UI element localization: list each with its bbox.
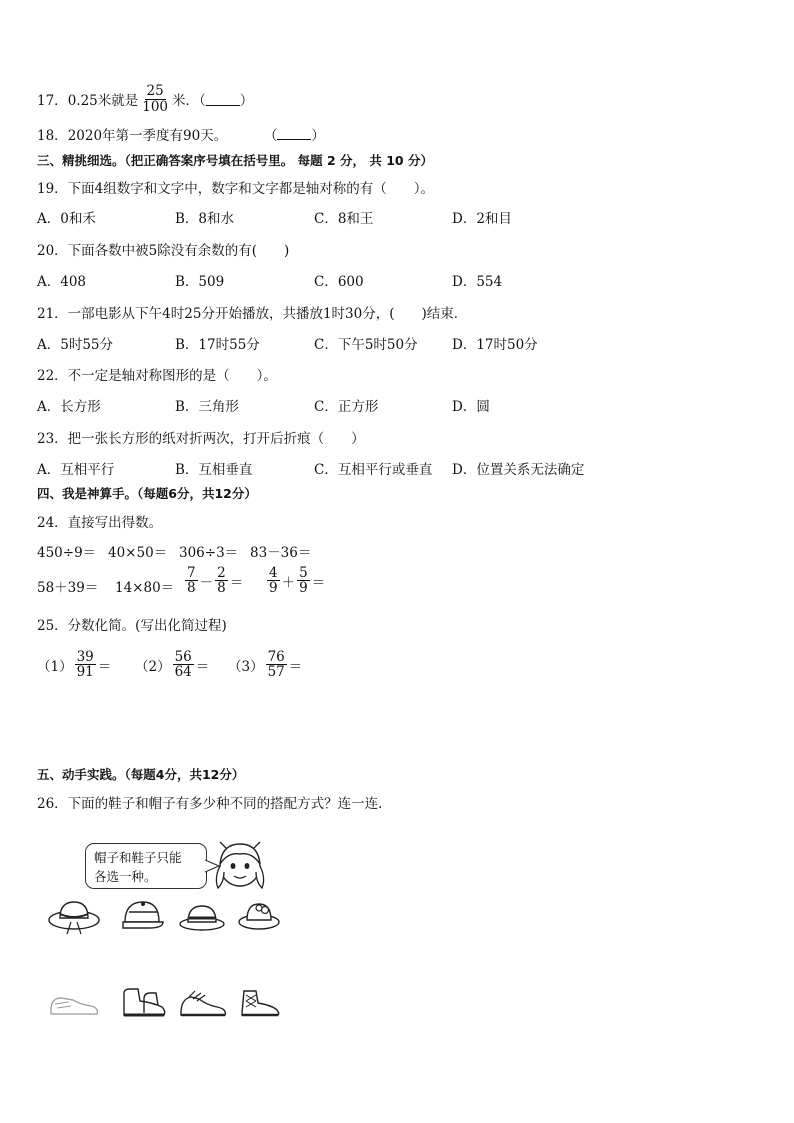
bubble-line-2: 各选一种。	[94, 869, 157, 884]
q24-f2-op: ＋	[281, 574, 296, 591]
q24-f2-eq: ＝	[311, 574, 326, 591]
question-19: 19．下面4组数字和文字中，数字和文字都是轴对称的有（ ）。	[37, 181, 435, 197]
section-5-heading: 五、动手实践。（每题4分，共12分）	[37, 767, 245, 782]
girl-icon	[212, 838, 268, 896]
q25-item-1-num: 39	[76, 649, 94, 665]
q22-option-d[interactable]: D．圆	[452, 399, 490, 415]
q17-frac-num: 25	[146, 83, 164, 100]
shoe-3-icon[interactable]	[177, 987, 229, 1021]
q24-f1-op: －	[199, 574, 214, 591]
q25-item-1-den: 91	[76, 664, 94, 681]
q25-item-1-eq: ＝	[97, 658, 112, 675]
q21-option-b[interactable]: B．17时55分	[175, 337, 260, 353]
shoe-2-icon[interactable]	[118, 985, 170, 1021]
q25-item-2-label: （2）	[135, 658, 171, 675]
q25-item-3-fraction	[266, 650, 287, 679]
q24-f1-eq: ＝	[229, 574, 244, 591]
hat-4-icon[interactable]	[237, 898, 281, 934]
question-20: 20．下面各数中被5除没有余数的有( )	[37, 243, 290, 259]
q18-number: 18．	[37, 128, 68, 144]
q17-frac-den: 100	[142, 98, 169, 115]
q25-item-2-den: 64	[174, 664, 192, 681]
hat-3-icon[interactable]	[178, 902, 226, 932]
question-23: 23．把一张长方形的纸对折两次，打开后折痕（ ）	[37, 431, 365, 447]
q18-paren-open: （	[263, 128, 278, 144]
q25-item-3-den: 57	[267, 664, 285, 681]
q24-calc-3: 306÷3＝	[179, 545, 239, 561]
q25-item-1-label: （1）	[37, 658, 73, 675]
q19-option-a[interactable]: A．0和禾	[37, 211, 96, 227]
hat-1-icon[interactable]	[47, 896, 101, 936]
q17-answer-blank[interactable]	[206, 93, 240, 106]
q25-item-3-num: 76	[267, 649, 285, 665]
q24-f1-b	[215, 566, 228, 595]
q24-f1-b-den: 8	[217, 580, 226, 597]
q17-number: 17．	[37, 93, 68, 109]
q21-option-a[interactable]: A．5时55分	[37, 337, 114, 353]
q25-item-2-eq: ＝	[195, 658, 210, 675]
q17-fraction	[140, 84, 170, 113]
q19-option-b[interactable]: B．8和水	[175, 211, 235, 227]
q24-f2-b-num: 5	[299, 565, 308, 581]
shoe-4-icon[interactable]	[236, 985, 282, 1021]
q18-text: 2020年第一季度有90天。	[67, 128, 228, 144]
q22-option-c[interactable]: C．正方形	[314, 399, 379, 415]
q20-option-a[interactable]: A．408	[37, 274, 87, 290]
question-17	[37, 84, 253, 114]
q24-f1-a-den: 8	[187, 580, 196, 597]
q23-option-b[interactable]: B．互相垂直	[175, 462, 253, 478]
bubble-line-1: 帽子和鞋子只能	[94, 850, 182, 865]
q20-option-c[interactable]: C．600	[314, 274, 364, 290]
q24-f2-a-num: 4	[269, 565, 278, 581]
q24-calc-6: 14×80＝	[115, 580, 175, 596]
q25-item-2-num: 56	[174, 649, 192, 665]
question-24: 24．直接写出得数。	[37, 515, 163, 531]
q25-item-1-fraction	[75, 650, 96, 679]
q24-calc-2: 40×50＝	[108, 545, 168, 561]
q24-calc-4: 83－36＝	[250, 545, 312, 561]
hat-2-icon[interactable]	[119, 898, 165, 934]
q24-calc-5: 58＋39＝	[37, 580, 99, 596]
q24-f1-b-num: 2	[217, 565, 226, 581]
q19-option-c[interactable]: C．8和王	[314, 211, 374, 227]
q25-item-2-fraction	[173, 650, 194, 679]
question-26: 26．下面的鞋子和帽子有多少种不同的搭配方式？连一连．	[37, 796, 392, 812]
q24-calc-1: 450÷9＝	[37, 545, 97, 561]
question-22: 22．不一定是轴对称图形的是（ ）。	[37, 368, 277, 384]
q22-option-a[interactable]: A．长方形	[37, 399, 101, 415]
q25-item-2	[135, 650, 209, 679]
q23-option-d[interactable]: D．位置关系无法确定	[452, 462, 585, 478]
q24-frac-calc-2	[265, 566, 325, 595]
q24-f2-b	[297, 566, 310, 595]
q21-option-c[interactable]: C．下午5时50分	[314, 337, 418, 353]
q24-f2-a	[267, 566, 280, 595]
question-25: 25．分数化简。(写出化简过程)	[37, 618, 227, 634]
q22-option-b[interactable]: B．三角形	[175, 399, 239, 415]
q23-option-a[interactable]: A．互相平行	[37, 462, 115, 478]
q17-text-before: 0.25米就是	[67, 93, 139, 109]
q18-paren-close: ）	[311, 128, 325, 144]
q24-f2-b-den: 9	[299, 580, 308, 597]
q17-text-after: 米．（	[172, 93, 206, 109]
section-4-heading: 四、我是神算手。（每题6分，共12分）	[37, 486, 257, 501]
q24-f1-a-num: 7	[187, 565, 196, 581]
shoe-1-icon[interactable]	[47, 990, 101, 1020]
q20-option-b[interactable]: B．509	[175, 274, 225, 290]
q17-close: ）	[239, 93, 254, 109]
q19-option-d[interactable]: D．2和目	[452, 211, 512, 227]
q24-frac-calc-1	[183, 566, 243, 595]
q20-option-d[interactable]: D．554	[452, 274, 503, 290]
q24-f2-a-den: 9	[269, 580, 278, 597]
q21-option-d[interactable]: D．17时50分	[452, 337, 538, 353]
q25-item-1	[37, 650, 111, 679]
speech-bubble	[85, 843, 207, 889]
section-3-heading: 三、精挑细选。（把正确答案序号填在括号里。 每题 2 分， 共 10 分）	[37, 153, 433, 168]
q25-item-3	[228, 650, 302, 679]
q25-item-3-eq: ＝	[288, 658, 303, 675]
q23-option-c[interactable]: C．互相平行或垂直	[314, 462, 433, 478]
question-18	[37, 124, 325, 144]
q24-f1-a	[185, 566, 198, 595]
question-21: 21．一部电影从下午4时25分开始播放，共播放1时30分，( )结束．	[37, 306, 468, 322]
q25-item-3-label: （3）	[228, 658, 264, 675]
q18-answer-blank[interactable]	[277, 127, 311, 140]
